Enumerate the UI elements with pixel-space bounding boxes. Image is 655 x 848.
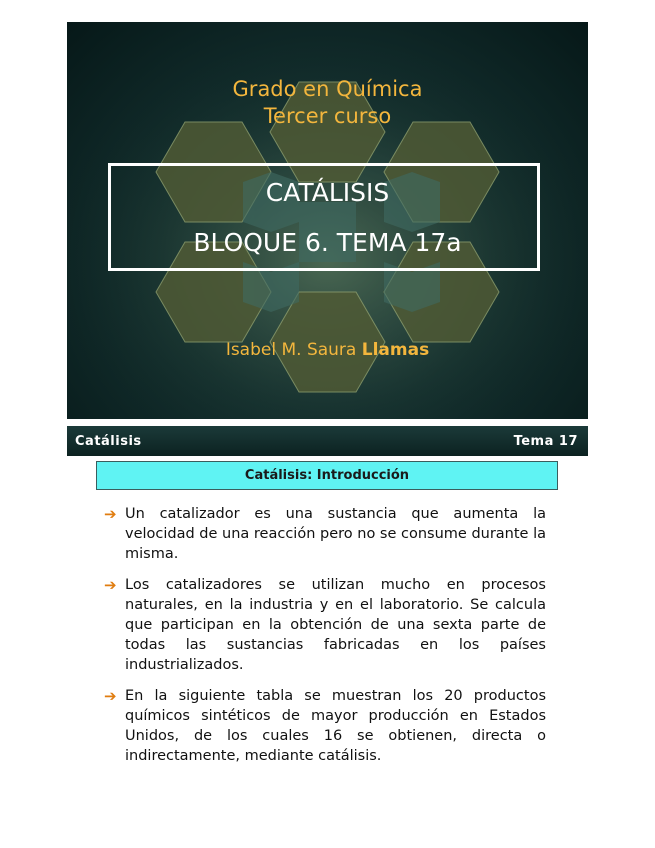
bullet-text: Un catalizador es una sustancia que aumenta la velocidad de una reacción pero no se consume durante la misma. [125, 506, 547, 562]
list-item [104, 504, 546, 564]
arrow-right-icon: ➔ [104, 505, 117, 523]
course-year: Tercer curso [263, 104, 392, 128]
header-subject: Catálisis [75, 434, 142, 449]
slide-main-title: CATÁLISIS [265, 178, 390, 207]
list-item [104, 575, 546, 675]
header-topic: Tema 17 [513, 434, 578, 449]
author-first-name: Isabel M. Saura [225, 340, 362, 360]
bullet-text: Los catalizadores se utilizan mucho en procesos naturales, en la industria y en el laboratorio. Se calcula que participan en la obtención de una sexta parte de todas las sustancias fabricadas en los países industrializados. [125, 577, 546, 673]
title-slide [67, 22, 588, 419]
slide-header [67, 426, 588, 456]
bullet-list [104, 504, 546, 777]
arrow-right-icon: ➔ [104, 687, 117, 705]
arrow-right-icon: ➔ [104, 576, 117, 594]
slide-subtitle: BLOQUE 6. TEMA 17a [193, 228, 462, 257]
section-title: Catálisis: Introducción [96, 461, 558, 490]
author-name [67, 340, 588, 360]
author-last-name: Llamas [361, 340, 430, 360]
bullet-text: En la siguiente tabla se muestran los 20 productos químicos sintéticos de mayor producción en Estados Unidos, de los cuales 16 se obtienen, directa o indirectamente, mediante catálisis. [125, 688, 546, 764]
list-item [104, 686, 546, 766]
program-title: Grado en Química [232, 77, 423, 101]
